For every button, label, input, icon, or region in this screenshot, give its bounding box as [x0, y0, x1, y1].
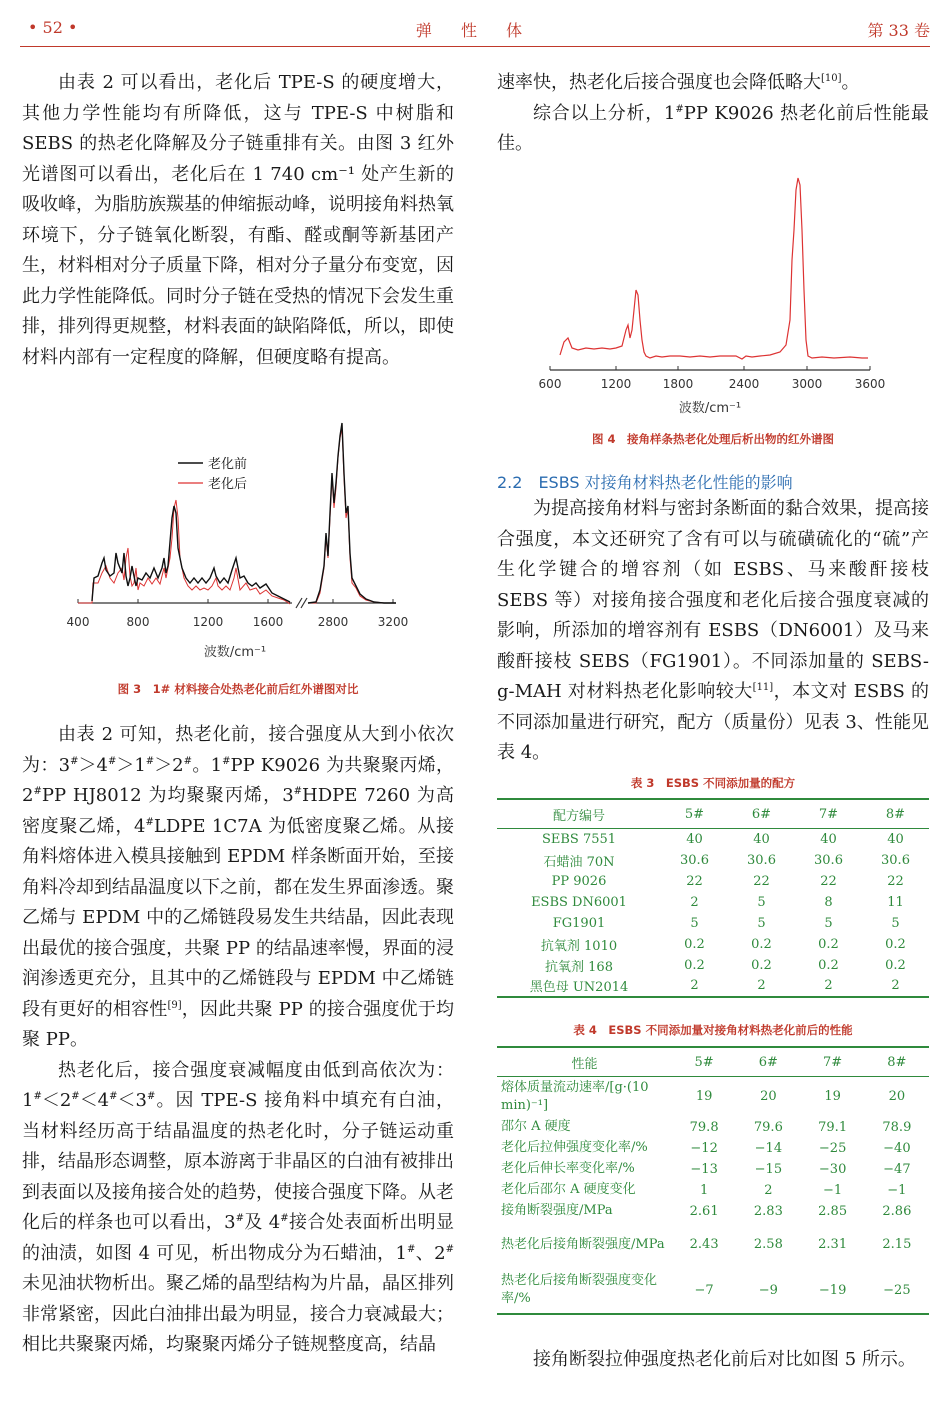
table-cell: 0.2 [818, 957, 839, 973]
row-label: 老化后邵尔 A 硬度变化 [501, 1182, 636, 1197]
table-row [497, 955, 929, 976]
paragraph: 为提高接角材料与密封条断面的黏合效果，提高接合强度，本文还研究了含有可以与硫磺硫化的“硫”产生化学键合的增容剂（如 ESBS、马来酸酐接枝 SEBS 等）对接角接合强度和老化后接合强度衰减的影响，所添加的增容剂有 ESBS（DN6001）及马来酸酐接枝 SEBS（FG1901）。不同添加量的 SEBS-g-MAH 对材料热老化影响较大[11]，本文对 ESBS 的不同添加量进行研究，配方（质量份）见表 3、性能见表 4。 [497, 498, 929, 763]
tick-label: 800 [126, 615, 150, 629]
row-label: 热老化后接角断裂强度/MPa [501, 1236, 665, 1252]
journal-title: 弹 性 体 [415, 21, 535, 40]
table-cell: 79.8 [689, 1119, 719, 1135]
row-label: 熔体质量流动速率/[g·(10 min)⁻¹] [501, 1079, 649, 1113]
table-cell: 2 [795, 976, 862, 997]
running-header [20, 10, 930, 47]
table-row [497, 934, 929, 955]
table-cell: 0.2 [751, 936, 772, 952]
table-cell: −9 [736, 1268, 800, 1314]
table-cell: 2 [661, 976, 728, 997]
x-axis-label: 波数/cm⁻¹ [203, 645, 267, 660]
x-axis-label: 波数/cm⁻¹ [678, 401, 742, 416]
tick-label: 1800 [662, 377, 694, 391]
table-cell: 79.1 [818, 1119, 848, 1135]
table-cell: 40 [686, 831, 703, 847]
table-cell: 8 [824, 894, 833, 910]
table-header: 5# [672, 1047, 736, 1077]
table-cell: 22 [820, 873, 837, 889]
table-row [497, 850, 929, 871]
right-column-top [497, 68, 929, 160]
row-label: 老化后伸长率变化率/% [501, 1161, 635, 1176]
table-header: 5# [661, 799, 728, 829]
table-cell: −1 [887, 1182, 907, 1198]
table-cell: 2.86 [882, 1203, 912, 1219]
table-cell: 79.6 [753, 1119, 783, 1135]
table-3 [497, 798, 929, 998]
table-cell: 19 [695, 1089, 713, 1105]
right-column-mid [497, 494, 929, 769]
tick-label: 1200 [192, 615, 224, 629]
tick-label: 1600 [252, 615, 284, 629]
row-label: FG1901 [552, 915, 606, 931]
row-label: PP 9026 [551, 873, 607, 889]
table-4 [497, 1046, 929, 1315]
table-cell: 0.2 [818, 936, 839, 952]
table-4-title: 表 4 ESBS 不同添加量对接角材料热老化前后的性能 [573, 1023, 853, 1037]
row-label: SEBS 7551 [541, 831, 617, 847]
row-label: 热老化后接角断裂强度变化率/% [497, 1268, 672, 1314]
row-label: 黑色母 UN2014 [497, 976, 661, 997]
table-cell: 0.2 [885, 936, 906, 952]
table-cell: 22 [753, 873, 770, 889]
tick-label: 3200 [377, 615, 409, 629]
table-cell: 0.2 [684, 936, 705, 952]
table-cell: 22 [887, 873, 904, 889]
table-cell: 2 [764, 1182, 773, 1198]
table-cell: −40 [883, 1140, 911, 1156]
tick-label: 1200 [600, 377, 632, 391]
table-cell: −7 [672, 1268, 736, 1314]
tick-label: 3000 [791, 377, 823, 391]
table-cell: −47 [883, 1161, 911, 1177]
table-row [497, 871, 929, 892]
figure-4-caption: 图 4 接角样条热老化处理后析出物的红外谱图 [591, 432, 834, 446]
table-cell: 5 [891, 915, 900, 931]
section-heading: 2.2 ESBS 对接角材料热老化性能的影响 [497, 473, 793, 492]
table-cell: 11 [887, 894, 904, 910]
table-row [497, 976, 929, 997]
paragraph: 综合以上分析，1#PP K9026 热老化前后性能最佳。 [497, 102, 930, 154]
table-cell: −15 [754, 1161, 783, 1177]
figure-4-ir-spectrum [530, 170, 910, 420]
table-cell: 2.31 [818, 1237, 848, 1252]
table-cell: 5 [690, 915, 699, 931]
table-row [497, 1117, 929, 1138]
row-label: 抗氧剂 168 [545, 959, 613, 975]
page-number: • 52 • [28, 18, 78, 37]
table-cell: 30.6 [747, 852, 776, 868]
table-cell: 2.58 [753, 1237, 783, 1252]
table-3-title: 表 3 ESBS 不同添加量的配方 [630, 776, 796, 790]
table-cell: 40 [753, 831, 770, 847]
table-cell: 0.2 [751, 957, 772, 973]
table-row [497, 1077, 929, 1117]
tick-label: 2400 [728, 377, 760, 391]
left-column-top [22, 68, 454, 373]
series-after-red [78, 500, 290, 604]
table-row [497, 1159, 929, 1180]
table-row [497, 1268, 929, 1314]
table-cell: −14 [754, 1140, 783, 1156]
table-cell: 1 [699, 1182, 709, 1198]
paragraph: 热老化后，接合强度衰减幅度由低到高依次为：1#＜2#＜4#＜3#。因 TPE-S 接角料中填充有白油，当材料经历高于结晶温度的热老化时，分子链运动重排，结晶形态调整，原本游离于非晶区的白油有被排出到表面以及接角接合处的趋势，使接合强度下降。从老化后的样条也可以看出，3#及 4#接合处表面析出明显的油渍，如图 4 可见，析出物成分为石蜡油，1#、2#未见油状物析出。聚乙烯的晶型结构为片晶，晶区排列非常紧密，因此白油排出最为明显，接合力衰减最大；相比共聚聚丙烯，均聚聚丙烯分子链规整度高，结晶 [22, 1059, 454, 1355]
tick-label: 400 [66, 615, 90, 629]
table-row [497, 1180, 929, 1201]
volume-label: 第 33 卷 [867, 21, 930, 40]
table-cell: 20 [760, 1089, 777, 1105]
table-cell: −30 [818, 1161, 847, 1177]
table-cell: 0.2 [885, 957, 906, 973]
table-cell: −13 [690, 1161, 718, 1177]
tick-label: 2800 [317, 615, 349, 629]
table-cell: 5 [824, 915, 833, 931]
table-row [497, 1222, 929, 1268]
row-label: 接角断裂强度/MPa [501, 1203, 613, 1218]
table-cell: 30.6 [881, 852, 910, 868]
table-cell: 30.6 [814, 852, 843, 868]
spectrum-line [560, 178, 868, 359]
citation-ref: [9] [167, 999, 182, 1011]
table-row [497, 1138, 929, 1159]
table-cell: 22 [686, 873, 703, 889]
table-cell: 2 [690, 894, 699, 910]
series-before-black-right [308, 423, 396, 603]
table-cell: 2 [862, 976, 929, 997]
table-cell: 5 [757, 915, 766, 931]
table-cell: 5 [757, 894, 766, 910]
table-row [497, 892, 929, 913]
table-cell: 2.61 [689, 1203, 719, 1219]
table-cell: 2.43 [689, 1237, 719, 1252]
table-header: 8# [865, 1047, 929, 1077]
row-label: 老化后拉伸强度变化率/% [501, 1140, 648, 1155]
figure-3-caption: 图 3 1# 材料接合处热老化前后红外谱图对比 [117, 682, 359, 696]
table-row [497, 913, 929, 934]
table-cell: 2 [728, 976, 795, 997]
legend-after: 老化后 [208, 477, 248, 492]
table-cell: 40 [887, 831, 904, 847]
table-cell: 30.6 [680, 852, 709, 868]
series-before-black [92, 506, 290, 602]
table-header: 6# [728, 799, 795, 829]
table-cell: 2.15 [882, 1237, 912, 1252]
row-label: 抗氧剂 1010 [540, 938, 618, 954]
table-row [497, 829, 929, 850]
table-header: 6# [736, 1047, 800, 1077]
table-cell: 2.83 [753, 1203, 783, 1219]
table-row [497, 1201, 929, 1222]
table-cell: −19 [801, 1268, 865, 1314]
left-column-bottom [22, 720, 454, 1361]
row-label: 石蜡油 70N [543, 854, 615, 870]
table-header: 7# [795, 799, 862, 829]
citation-ref: [10] [821, 73, 842, 84]
citation-ref: [11] [752, 682, 774, 693]
table-cell: 0.2 [684, 957, 705, 973]
paragraph: 速率快，热老化后接合强度也会降低略大[10]。 [497, 72, 860, 93]
table-header: 7# [801, 1047, 865, 1077]
table-header: 配方编号 [497, 799, 661, 829]
tick-label: 600 [538, 377, 562, 391]
paragraph: 由表 2 可以看出，老化后 TPE-S 的硬度增大，其他力学性能均有所降低，这与 TPE-S 中树脂和 SEBS 的热老化降解及分子链重排有关。由图 3 红外光谱图可以看出，老化后在 1 740 cm⁻¹ 处产生新的吸收峰，为脂肪族羰基的伸缩振动峰，说明接角料热氧环境下，分子链氧化断裂，有酯、醛或酮等新基团产生，材料相对分子质量下降，相对分子量分布变宽，因此力学性能降低。同时分子链在受热的情况下会发生重排，排列得更规整，材料表面的缺陷降低，所以，即使材料内部有一定程度的降解，但硬度略有提高。 [22, 72, 454, 368]
table-cell: −25 [865, 1268, 929, 1314]
table-cell: 19 [824, 1089, 841, 1105]
table-cell: 78.9 [882, 1119, 912, 1135]
row-label: ESBS DN6001 [531, 894, 627, 910]
table-cell: −12 [690, 1140, 718, 1156]
table-cell: −1 [823, 1182, 843, 1198]
paragraph: 接角断裂拉伸强度热老化前后对比如图 5 所示。 [533, 1349, 916, 1370]
paragraph: 由表 2 可知，热老化前，接合强度从大到小依次为：3#＞4#＞1#＞2#。1#PP K9026 为共聚聚丙烯，2#PP HJ8012 为均聚聚丙烯，3#HDPE 7260 为高密度聚乙烯，4#LDPE 1C7A 为低密度聚乙烯。从接角料熔体进入模具接触到 EPDM 样条断面开始，至接角料冷却到结晶温度以下之前，都在发生界面渗透。聚乙烯与 EPDM 中的乙烯链段易发生共结晶，因此表现出最优的接合强度，共聚 PP 的结晶速率慢，界面的浸润渗透更充分，且其中的乙烯链段与 EPDM 中乙烯链段有更好的相容性[9]，因此共聚 PP 的接合强度优于均聚 PP。 [22, 724, 455, 1050]
right-column-bottom [497, 1345, 929, 1376]
row-label: 邵尔 A 硬度 [501, 1119, 571, 1134]
legend-before: 老化前 [208, 457, 248, 472]
table-header: 8# [862, 799, 929, 829]
tick-label: 3600 [854, 377, 886, 391]
table-cell: 40 [820, 831, 837, 847]
table-cell: 20 [888, 1089, 906, 1105]
table-cell: 2.85 [818, 1203, 848, 1219]
figure-3-ir-spectrum [60, 418, 420, 663]
table-header: 性能 [497, 1047, 672, 1077]
table-cell: −25 [818, 1140, 847, 1156]
